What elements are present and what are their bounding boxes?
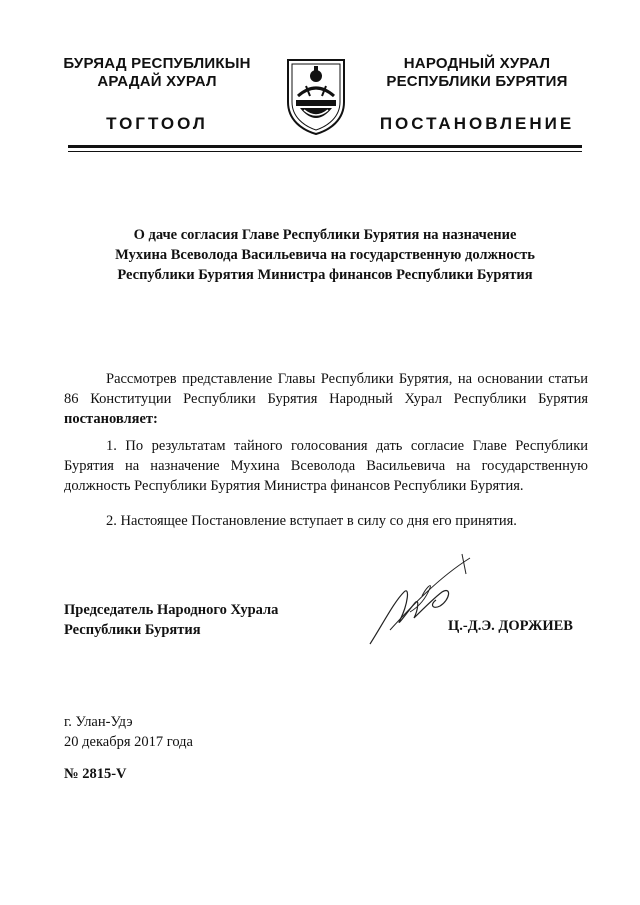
document-number: № 2815-V (64, 766, 127, 782)
header-left (52, 55, 262, 91)
paragraph-item-1: 1. По результатам тайного голосования дать согласие Главе Республики Бурятия на назначение Мухина Всеволода Васильевича на государственную должность Республики Бурятия Министра финансов Республики Бурятия. (64, 438, 588, 494)
header-right-line2: РЕСПУБЛИКИ БУРЯТИЯ (386, 73, 568, 90)
document-title (60, 225, 590, 285)
coat-of-arms-emblem (284, 56, 348, 136)
header-left-line2: АРАДАЙ ХУРАЛ (97, 73, 217, 90)
header-right-line1: НАРОДНЫЙ ХУРАЛ (403, 55, 551, 72)
city: г. Улан-Удэ (64, 714, 133, 730)
preamble-text: Рассмотрев представление Главы Республики Бурятия, на основании статьи 86 Конституции Республики Бурятия Народный Хурал Республики Бурятия (64, 371, 588, 407)
date: 20 декабря 2017 года (64, 734, 193, 750)
preamble-decision: постановляет: (64, 411, 158, 427)
paragraph-item-2: 2. Настоящее Постановление вступает в силу со дня его принятия. (106, 513, 517, 529)
title-line2: Мухина Всеволода Васильевича на государственную должность (115, 247, 535, 263)
header-rule-thin (68, 151, 582, 152)
title-line3: Республики Бурятия Министра финансов Республики Бурятия (117, 267, 533, 283)
header-rule-thick (68, 145, 582, 148)
signatory-role (64, 600, 278, 640)
title-line1: О даче согласия Главе Республики Бурятия на назначение (133, 227, 517, 243)
header-left-line1: БУРЯАД РЕСПУБЛИКЫН (63, 55, 251, 72)
signatory-name: Ц.-Д.Э. ДОРЖИЕВ (448, 618, 573, 634)
paragraph-preamble (64, 369, 588, 429)
header-right (372, 55, 582, 91)
place-and-date (64, 712, 193, 752)
header-right-doctype: ПОСТАНОВЛЕНИЕ (379, 114, 575, 133)
signatory-role-line2: Республики Бурятия (64, 622, 201, 638)
header-left-doctype: ТОГТООЛ (106, 114, 208, 133)
signatory-role-line1: Председатель Народного Хурала (64, 602, 279, 618)
